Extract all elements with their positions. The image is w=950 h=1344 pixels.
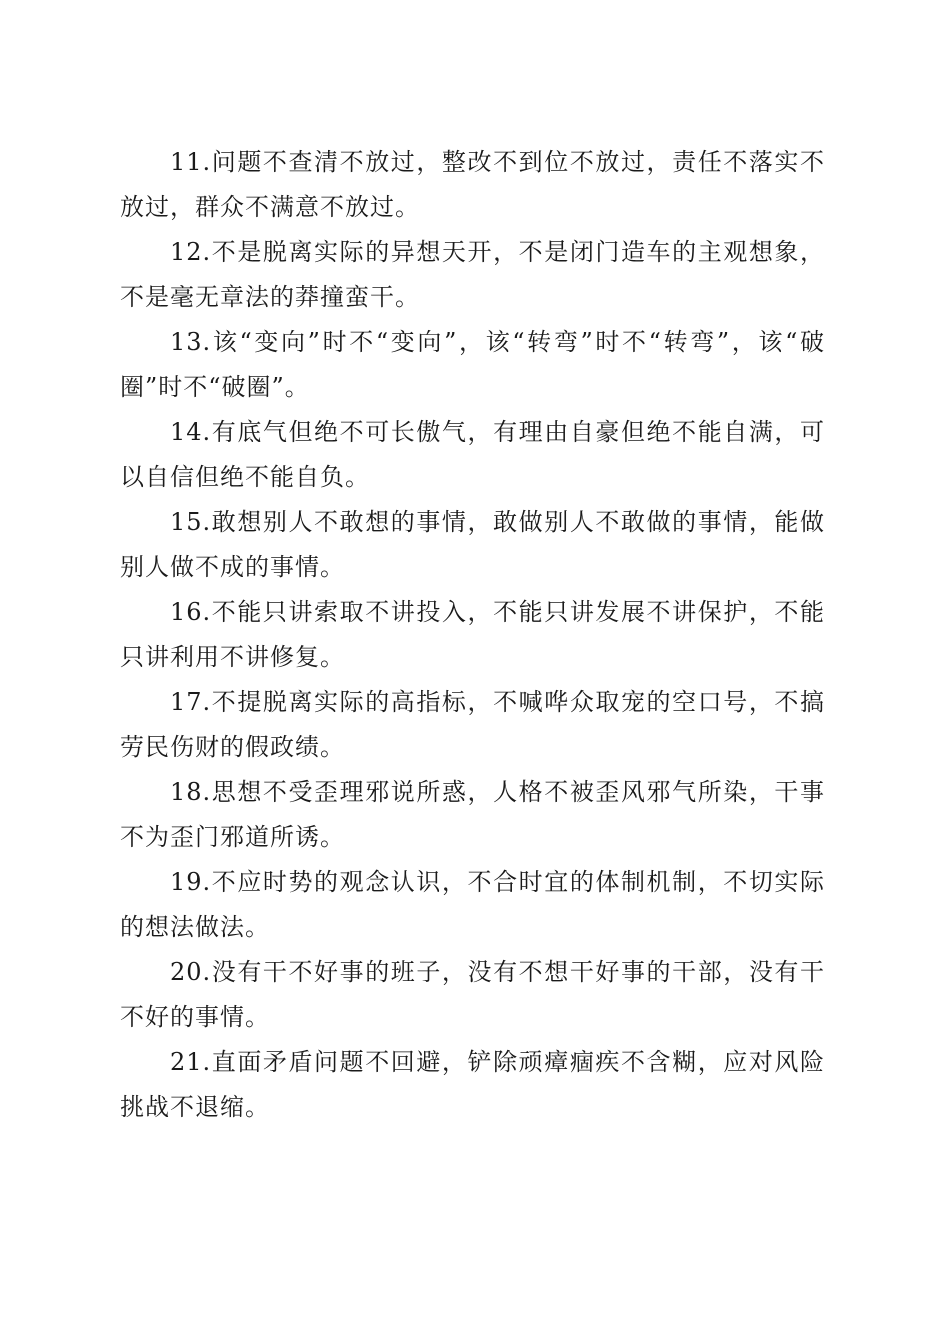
paragraph-text: 不提脱离实际的高指标，不喊哗众取宠的空口号，不搞劳民伤财的假政绩。 [120,688,825,761]
paragraph-text: 有底气但绝不可长傲气，有理由自豪但绝不能自满，可以自信但绝不能自负。 [120,418,825,491]
paragraph-number: 21. [170,1048,212,1076]
paragraph-text: 敢想别人不敢想的事情，敢做别人不敢做的事情，能做别人做不成的事情。 [120,508,825,581]
paragraph-17 [120,680,825,770]
paragraph-text: 问题不查清不放过，整改不到位不放过，责任不落实不放过，群众不满意不放过。 [120,148,825,221]
paragraph-number: 16. [170,598,212,626]
document-body [120,140,825,1130]
paragraph-text: 不应时势的观念认识，不合时宜的体制机制，不切实际的想法做法。 [120,868,825,941]
paragraph-19 [120,860,825,950]
paragraph-13 [120,320,825,410]
paragraph-12 [120,230,825,320]
paragraph-number: 18. [170,778,212,806]
paragraph-15 [120,500,825,590]
paragraph-16 [120,590,825,680]
paragraph-number: 17. [170,688,212,716]
paragraph-number: 14. [170,418,212,446]
paragraph-text: 不能只讲索取不讲投入，不能只讲发展不讲保护，不能只讲利用不讲修复。 [120,598,825,671]
paragraph-18 [120,770,825,860]
paragraph-number: 11. [170,148,212,176]
paragraph-number: 15. [170,508,212,536]
paragraph-text: 该“变向”时不“变向”，该“转弯”时不“转弯”，该“破圈”时不“破圈”。 [120,328,825,401]
paragraph-text: 没有干不好事的班子，没有不想干好事的干部，没有干不好的事情。 [120,958,825,1031]
paragraph-number: 13. [170,328,212,356]
paragraph-text: 思想不受歪理邪说所惑，人格不被歪风邪气所染，干事不为歪门邪道所诱。 [120,778,825,851]
paragraph-20 [120,950,825,1040]
paragraph-14 [120,410,825,500]
paragraph-number: 19. [170,868,212,896]
paragraph-text: 不是脱离实际的异想天开，不是闭门造车的主观想象，不是毫无章法的莽撞蛮干。 [120,238,825,311]
paragraph-text: 直面矛盾问题不回避，铲除顽瘴痼疾不含糊，应对风险挑战不退缩。 [120,1048,825,1121]
paragraph-number: 12. [170,238,212,266]
paragraph-11 [120,140,825,230]
paragraph-number: 20. [170,958,212,986]
paragraph-21 [120,1040,825,1130]
